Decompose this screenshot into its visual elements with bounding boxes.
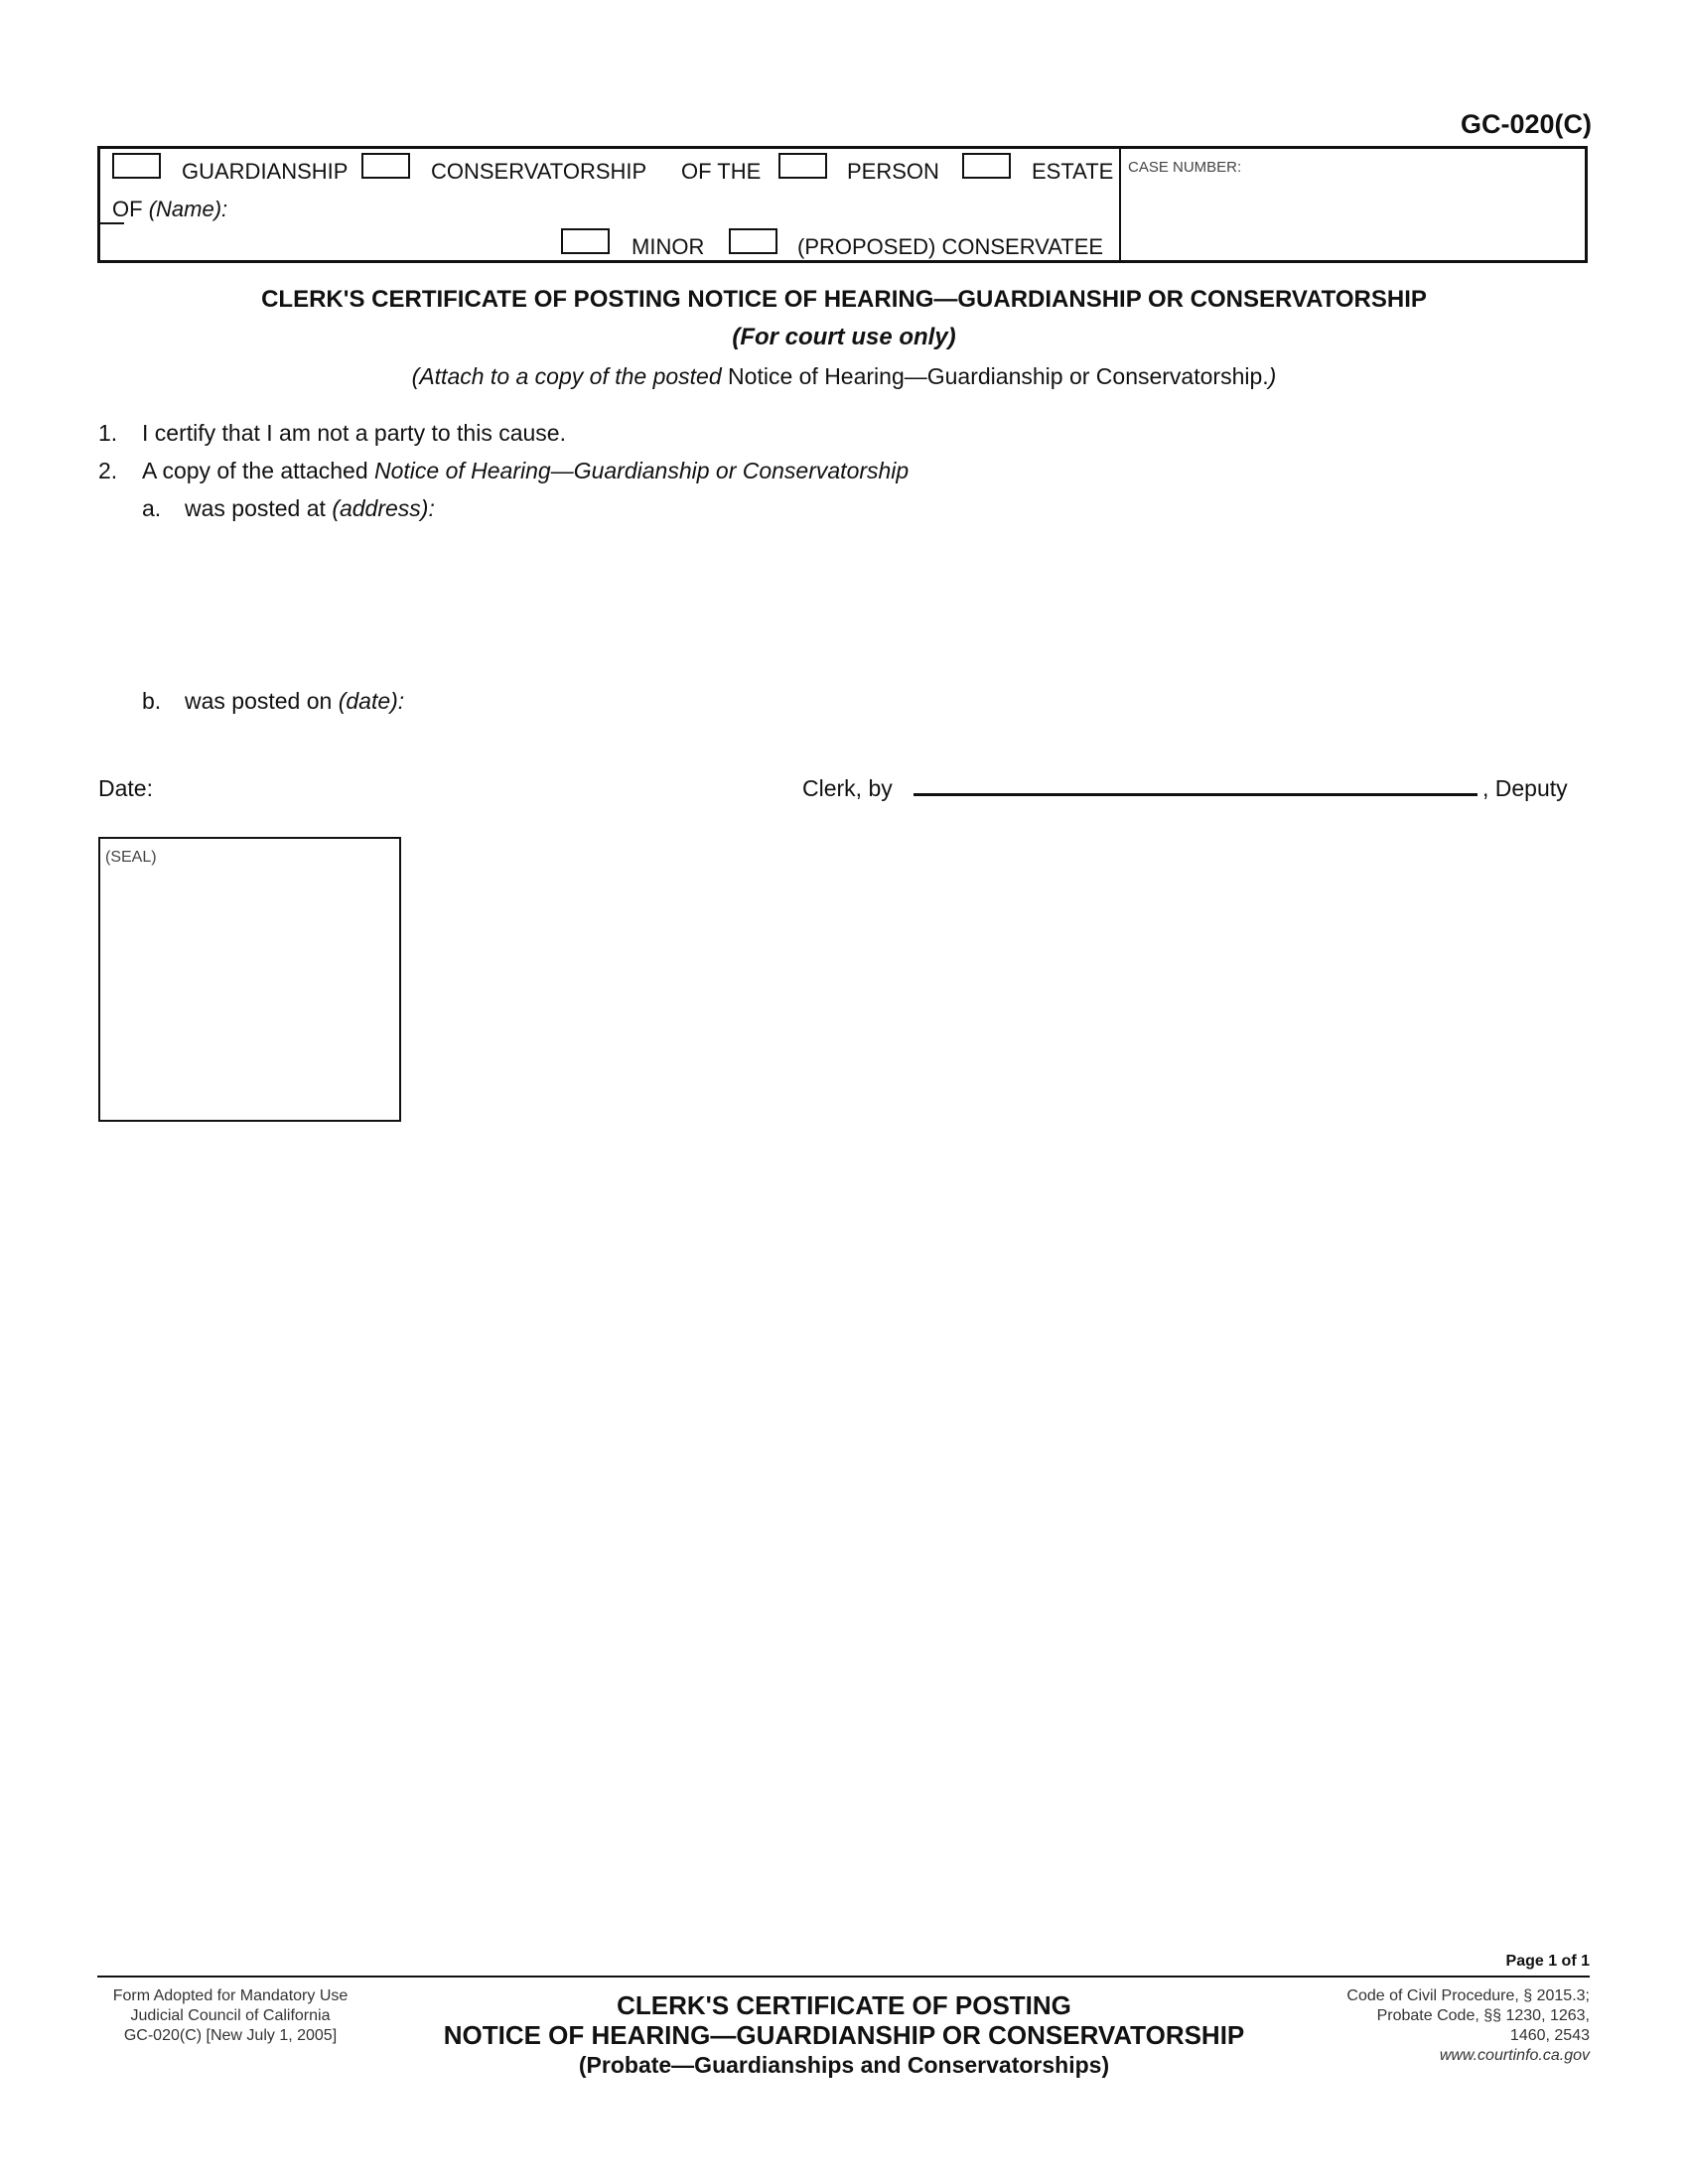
item-2b-letter: b.	[142, 688, 162, 714]
name-field-label: OF (Name):	[112, 197, 228, 221]
minor-label: MINOR	[632, 234, 705, 259]
deputy-label: , Deputy	[1482, 775, 1568, 801]
deputy-signature-line[interactable]	[914, 793, 1477, 796]
conservatee-label: (PROPOSED) CONSERVATEE	[797, 234, 1104, 259]
minor-checkbox[interactable]	[561, 228, 610, 254]
case-number-label: CASE NUMBER:	[1128, 159, 1242, 176]
legal-citations: Code of Civil Procedure, § 2015.3; Probate Code, §§ 1230, 1263, 1460, 2543 www.courtinfo.ca.gov	[1252, 1986, 1590, 2066]
date-label: Date:	[98, 775, 153, 801]
caption-divider	[1119, 149, 1121, 260]
name-field-mark	[100, 222, 124, 224]
of-the-label: OF THE	[681, 159, 762, 184]
page-number: Page 1 of 1	[1505, 1953, 1590, 1970]
estate-checkbox[interactable]	[962, 153, 1011, 179]
clerk-by-label: Clerk, by	[802, 775, 893, 801]
footer-rule	[97, 1976, 1590, 1978]
website-link[interactable]: www.courtinfo.ca.gov	[1439, 2047, 1590, 2064]
conservatorship-checkbox[interactable]	[361, 153, 410, 179]
case-caption-box	[97, 146, 1588, 263]
conservatorship-label: CONSERVATORSHIP	[431, 159, 647, 184]
item-1-number: 1.	[98, 420, 118, 446]
conservatee-checkbox[interactable]	[729, 228, 777, 254]
person-checkbox[interactable]	[778, 153, 827, 179]
item-2-text: A copy of the attached Notice of Hearing—Guardianship or Conservatorship	[142, 458, 910, 483]
posted-address-label: was posted at (address):	[185, 495, 435, 521]
item-2-number: 2.	[98, 458, 118, 483]
estate-label: ESTATE	[1032, 159, 1114, 184]
person-label: PERSON	[847, 159, 939, 184]
attach-instruction: (Attach to a copy of the posted Notice of Hearing—Guardianship or Conservatorship.)	[411, 363, 1277, 389]
seal-box	[98, 837, 401, 1122]
guardianship-label: GUARDIANSHIP	[182, 159, 349, 184]
posted-date-label: was posted on (date):	[185, 688, 405, 714]
form-number: GC-020(C)	[1460, 109, 1592, 139]
guardianship-checkbox[interactable]	[112, 153, 161, 179]
court-use-note: (For court use only)	[732, 324, 956, 350]
form-title: CLERK'S CERTIFICATE OF POSTING NOTICE OF HEARING—GUARDIANSHIP OR CONSERVATORSHIP	[261, 286, 1427, 313]
adoption-info: Form Adopted for Mandatory Use Judicial Council of California GC-020(C) [New July 1, 2005]	[112, 1987, 349, 2044]
footer-title: CLERK'S CERTIFICATE OF POSTING NOTICE OF HEARING—GUARDIANSHIP OR CONSERVATORSHIP (Probate—Guardianships and Conservatorships)	[443, 1990, 1245, 2078]
item-1-text: I certify that I am not a party to this cause.	[142, 420, 566, 446]
item-2a-letter: a.	[142, 495, 162, 521]
seal-label: (SEAL)	[105, 849, 157, 866]
